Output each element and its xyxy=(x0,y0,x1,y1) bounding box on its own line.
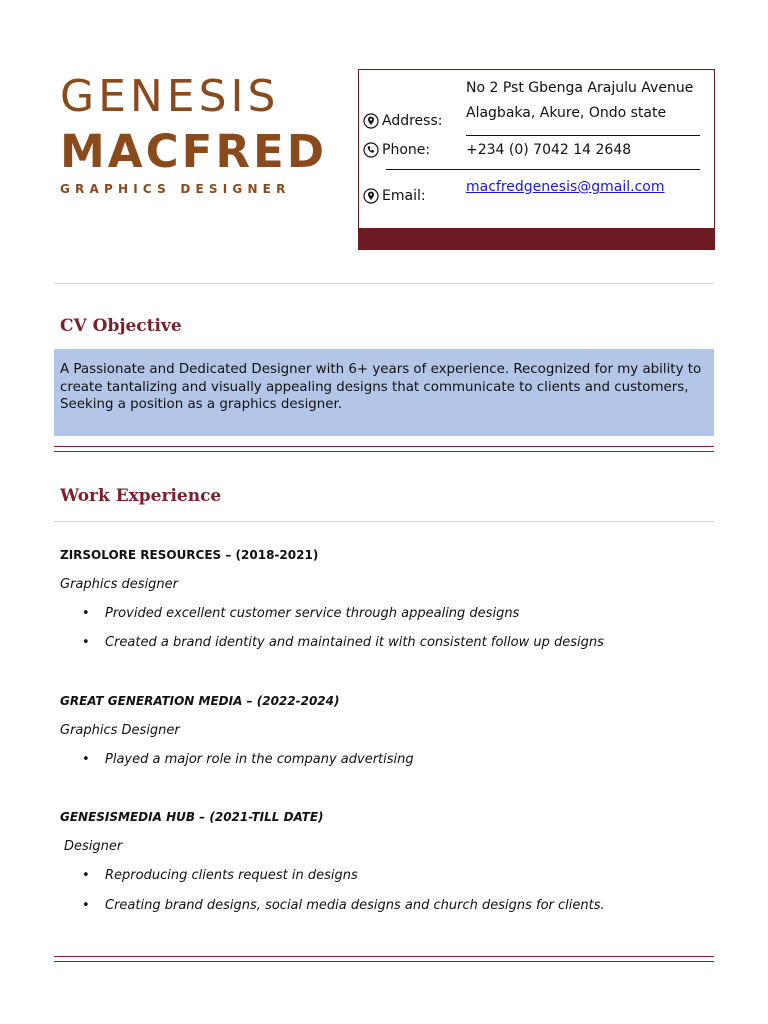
contact-box xyxy=(358,69,715,250)
bullet-text: Created a brand identity and maintained it with consistent follow up designs xyxy=(105,635,604,650)
bullet-text: Creating brand designs, social media designs and church designs for clients. xyxy=(105,898,605,913)
objective-text: A Passionate and Dedicated Designer with 6+ years of experience. Recognized for my ability to create tantalizing and visually appealing designs that communicate to clients and customers, Seeking a position as a graphics designer. xyxy=(54,349,714,436)
phone-value: +234 (0) 7042 14 2648 xyxy=(466,142,632,158)
objective-title: CV Objective xyxy=(60,316,182,336)
bullet-text: Played a major role in the company advertising xyxy=(105,752,414,767)
list-item: • Played a major role in the company advertising xyxy=(82,752,414,767)
double-divider xyxy=(54,956,714,962)
email-label xyxy=(363,188,426,204)
experience-title: Work Experience xyxy=(60,486,222,506)
phone-label-text: Phone: xyxy=(382,142,431,158)
bullet-text: Reproducing clients request in designs xyxy=(105,868,358,883)
contact-accent-bar xyxy=(359,228,714,249)
location-pin-icon xyxy=(363,113,379,129)
address-label-text: Address: xyxy=(382,113,443,129)
job-role: Designer xyxy=(64,839,123,854)
list-item: • Created a brand identity and maintained it with consistent follow up designs xyxy=(82,635,604,650)
phone-icon xyxy=(363,142,379,158)
double-divider xyxy=(54,446,714,452)
list-item: • Provided excellent customer service through appealing designs xyxy=(82,606,520,621)
job-company: ZIRSOLORE RESOURCES – (2018-2021) xyxy=(60,548,319,562)
name-header xyxy=(60,72,327,196)
email-label-text: Email: xyxy=(382,188,426,204)
first-name: GENESIS xyxy=(60,71,280,122)
job-company: GREAT GENERATION MEDIA – (2022-2024) xyxy=(60,694,340,708)
address-line-2: Alagbaka, Akure, Ondo state xyxy=(466,105,667,121)
email-link[interactable]: macfredgenesis@gmail.com xyxy=(466,179,665,195)
last-name: MACFRED xyxy=(60,125,328,178)
job-title: GRAPHICS DESIGNER xyxy=(60,182,291,196)
list-item: • Creating brand designs, social media designs and church designs for clients. xyxy=(82,898,605,913)
divider xyxy=(54,521,714,522)
contact-divider xyxy=(386,169,700,170)
divider xyxy=(54,283,714,284)
address-line-1: No 2 Pst Gbenga Arajulu Avenue xyxy=(466,80,694,96)
location-pin-icon xyxy=(363,188,379,204)
job-company: GENESISMEDIA HUB – (2021-TILL DATE) xyxy=(60,810,324,824)
job-role: Graphics Designer xyxy=(60,723,180,738)
list-item: • Reproducing clients request in designs xyxy=(82,868,358,883)
phone-label xyxy=(363,142,430,158)
bullet-text: Provided excellent customer service through appealing designs xyxy=(105,606,520,621)
address-label xyxy=(363,113,442,129)
contact-divider xyxy=(466,135,700,136)
job-role: Graphics designer xyxy=(60,577,179,592)
